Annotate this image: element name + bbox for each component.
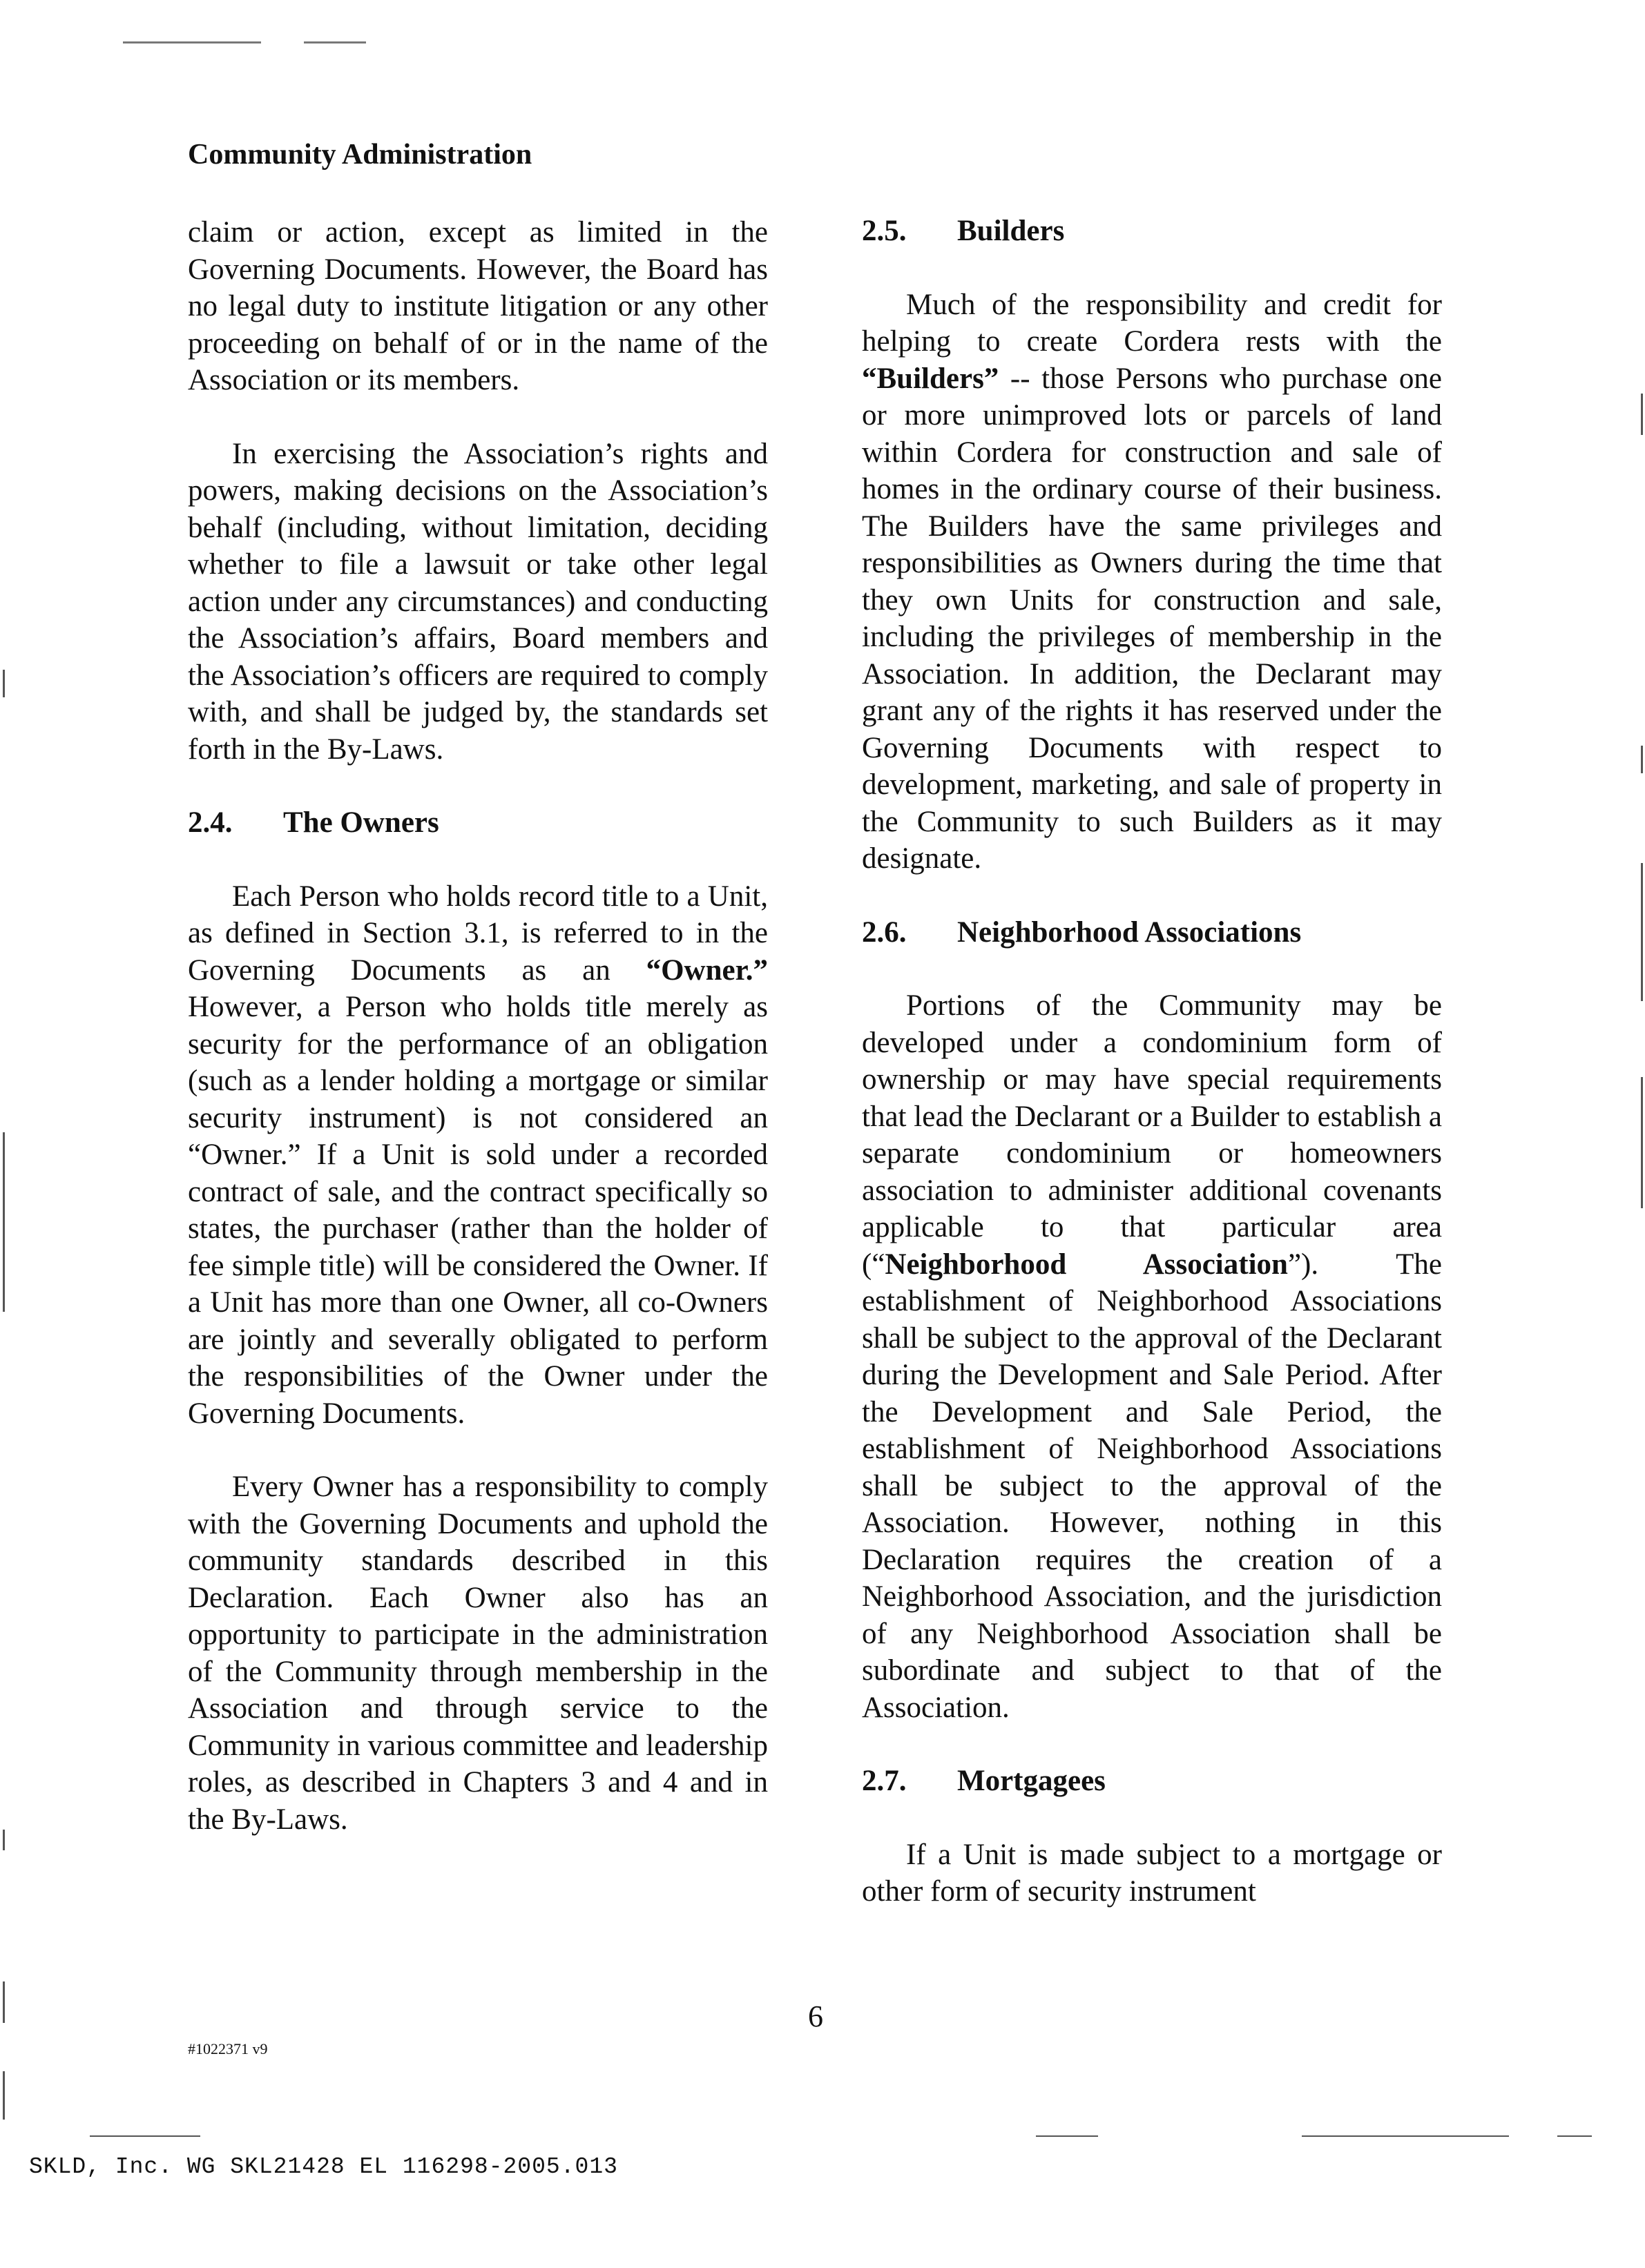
- scan-edge-mark: [3, 2071, 5, 2120]
- text-run: Portions of the Community may be developed under a condominium form of ownership or may have special requirements that lead the Declarant or a Builder to establish a separate condominium or homeowners association to administer additional covenants applicable to that particular area (“: [862, 989, 1442, 1281]
- section-number: 2.6.: [862, 915, 907, 949]
- page-number: 6: [808, 1999, 823, 2033]
- section-title: The Owners: [283, 806, 439, 839]
- scan-edge-mark: [3, 1830, 5, 1850]
- text-run: Each Person who holds record title to a Unit, as defined in Section 3.1, is referred to in the Governing Documents as an: [188, 880, 768, 987]
- scan-dash-mark: [1557, 2135, 1592, 2137]
- paragraph-exercising-rights: In exercising the Association’s rights and powers, making decisions on the Association’s behalf (including, without limitation, deciding whether to file a lawsuit or take other legal action under any circumstances) and conducting the Association’s affairs, Board members and the Association’s officers are required to comply with, and shall be judged by, the standards set forth in the By-Laws.: [188, 437, 768, 766]
- right-column: [862, 213, 1442, 1947]
- section-title: Builders: [957, 215, 1065, 247]
- defined-term-neighborhood-association: Neighborhood Association: [885, 1248, 1288, 1281]
- document-id: #1022371 v9: [188, 2040, 268, 2057]
- scan-dash-mark: [1302, 2135, 1509, 2137]
- defined-term-owner: “Owner.”: [646, 953, 768, 987]
- scan-dash-mark: [123, 41, 261, 43]
- scan-edge-mark: [1641, 863, 1643, 1001]
- text-run: ”). The establishment of Neighborhood Associations shall be subject to the approval of the Declarant during the Development and Sale Period. After the Development and Sale Period, the establishment of Neighborhood Associations shall be subject to the approval of the Association. However, nothing in this Declaration requires the creation of a Neighborhood Association, and the jurisdiction of any Neighborhood Association shall be subordinate and subject to that of the Association.: [862, 1248, 1442, 1724]
- section-heading-2-5: [862, 213, 1442, 250]
- scan-dash-mark: [90, 2135, 200, 2137]
- running-header-title: Community Administration: [188, 139, 532, 171]
- scan-edge-mark: [1641, 746, 1643, 773]
- paragraph-owner-definition: [188, 878, 768, 1433]
- paragraph-neighborhood-associations: [862, 987, 1442, 1726]
- section-heading-2-7: [862, 1763, 1442, 1800]
- defined-term-builders: “Builders”: [862, 362, 999, 395]
- scan-edge-mark: [1641, 1132, 1643, 1208]
- section-heading-2-6: [862, 914, 1442, 951]
- section-number: 2.4.: [188, 806, 233, 839]
- scan-dash-mark: [1036, 2135, 1098, 2137]
- left-column: [188, 214, 768, 1874]
- text-run: However, a Person who holds title merely as security for the performance of an obligation (such as a lender holding a mortgage or similar security instrument) is not considered an “Owner.” If a Unit is sold under a recorded contract of sale, and the contract specifically so states, the purchaser (rather than the holder of fee simple title) will be considered the Owner. If a Unit has more than one Owner, all co-Owners are jointly and severally obligated to perform the responsibilities of the Owner under the Governing Documents.: [188, 991, 768, 1430]
- section-heading-2-4: [188, 804, 768, 842]
- text-run: -- those Persons who purchase one or more unimproved lots or parcels of land within Cordera for construction and sale of homes in the ordinary course of their business. The Builders have the same privileges and responsibilities as Owners during the time that they own Units for construction and sale, including the privileges of membership in the Association. In addition, the Declarant may grant any of the rights it has reserved under the Governing Documents with respect to development, marketing, and sale of property in the Community to such Builders as it may designate.: [862, 362, 1442, 875]
- section-number: 2.5.: [862, 215, 907, 247]
- scan-edge-mark: [3, 670, 5, 697]
- paragraph-claim-or-action: claim or action, except as limited in the Governing Documents. However, the Board has no legal duty to institute litigation or any other proceeding on behalf of or in the name of the Association or its members.: [188, 216, 768, 396]
- paragraph-owner-responsibility: Every Owner has a responsibility to comply with the Governing Documents and uphold the community standards described in this Declaration. Each Owner also has an opportunity to participate in the administration of the Community through membership in the Association and through service to the Community in various committee and leadership roles, as described in Chapters 3 and 4 and in the By-Laws.: [188, 1471, 768, 1836]
- recording-stamp: SKLD, Inc. WG SKL21428 EL 116298-2005.013: [29, 2154, 618, 2180]
- text-run: Much of the responsibility and credit for helping to create Cordera rests with the: [862, 288, 1442, 358]
- section-title: Neighborhood Associations: [957, 915, 1302, 949]
- paragraph-builders: [862, 287, 1442, 878]
- paragraph-mortgagees: If a Unit is made subject to a mortgage or other form of security instrument: [862, 1838, 1442, 1908]
- section-title: Mortgagees: [957, 1765, 1106, 1797]
- scan-edge-mark: [3, 1981, 5, 2023]
- scan-edge-mark: [1641, 394, 1643, 435]
- scan-edge-mark: [3, 1132, 5, 1312]
- scan-dash-mark: [304, 41, 366, 43]
- section-number: 2.7.: [862, 1765, 907, 1797]
